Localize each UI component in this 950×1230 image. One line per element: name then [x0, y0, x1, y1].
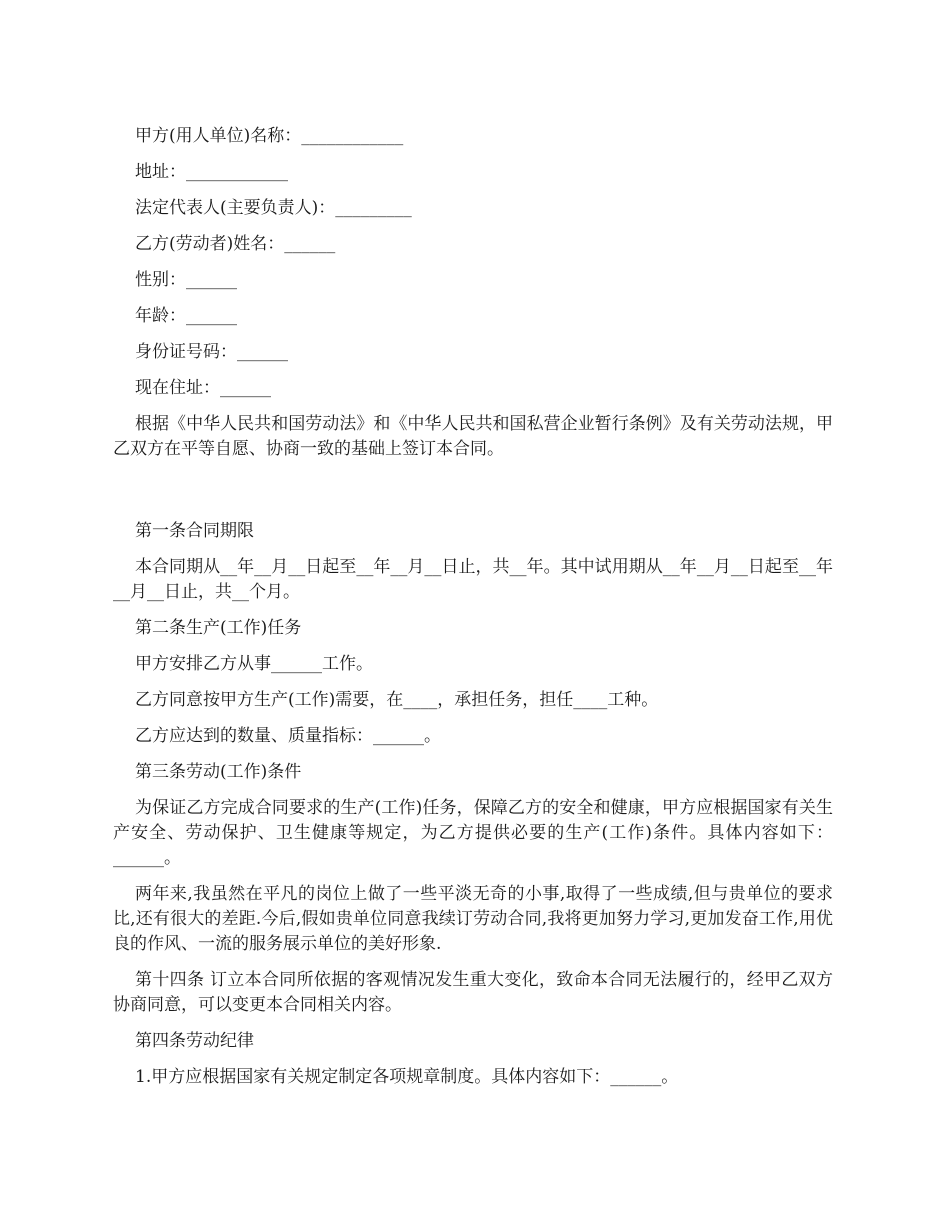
intro-paragraph: 根据《中华人民共和国劳动法》和《中华人民共和国私营企业暂行条例》及有关劳动法规，甲乙双方在平等自愿、协商一致的基础上签订本合同。 [113, 414, 833, 459]
address-field: 地址：____________ [135, 162, 288, 182]
section-spacer [113, 473, 833, 519]
gender-field: 性别：______ [135, 270, 237, 290]
legal-representative-field: 法定代表人(主要负责人)：_________ [135, 198, 412, 218]
rules-item-1: 1.甲方应根据国家有关规定制定各项规章制度。具体内容如下：______。 [135, 1067, 679, 1087]
contract-body [113, 124, 833, 1101]
article-14-paragraph: 第十四条 订立本合同所依据的客观情况发生重大变化，致命本合同无法履行的，经甲乙双方协商同意，可以变更本合同相关内容。 [113, 970, 833, 1015]
age-field: 年龄：______ [135, 306, 237, 326]
employee-name-field: 乙方(劳动者)姓名：______ [135, 234, 336, 254]
employer-name-field: 甲方(用人单位)名称：____________ [135, 126, 404, 146]
id-number-field: 身份证号码：______ [135, 342, 288, 362]
article-4-heading: 第四条劳动纪律 [135, 1031, 254, 1051]
article-2-heading: 第二条生产(工作)任务 [135, 618, 302, 638]
quality-target-line: 乙方应达到的数量、质量指标：______。 [135, 726, 441, 746]
work-position-line: 乙方同意按甲方生产(工作)需要，在____，承担任务，担任____工种。 [135, 690, 659, 710]
renewal-statement-paragraph: 两年来,我虽然在平凡的岗位上做了一些平淡无奇的小事,取得了一些成绩,但与贵单位的要求比,还有很大的差距.今后,假如贵单位同意我续订劳动合同,我将更加努力学习,更加发奋工作,用优良的作风、一流的服务展示单位的美好形象. [113, 884, 833, 954]
contract-term-paragraph: 本合同期从__年__月__日起至__年__月__日止，共__年。其中试用期从__年__月__日起至__年__月__日止，共__个月。 [113, 557, 833, 602]
work-assignment-line: 甲方安排乙方从事______工作。 [135, 654, 373, 674]
working-conditions-paragraph: 为保证乙方完成合同要求的生产(工作)任务，保障乙方的安全和健康，甲方应根据国家有关生产安全、劳动保护、卫生健康等规定，为乙方提供必要的生产(工作)条件。具体内容如下：______。 [113, 798, 833, 868]
article-3-heading: 第三条劳动(工作)条件 [135, 762, 302, 782]
current-address-field: 现在住址：______ [135, 378, 271, 398]
article-1-heading: 第一条合同期限 [135, 521, 254, 541]
